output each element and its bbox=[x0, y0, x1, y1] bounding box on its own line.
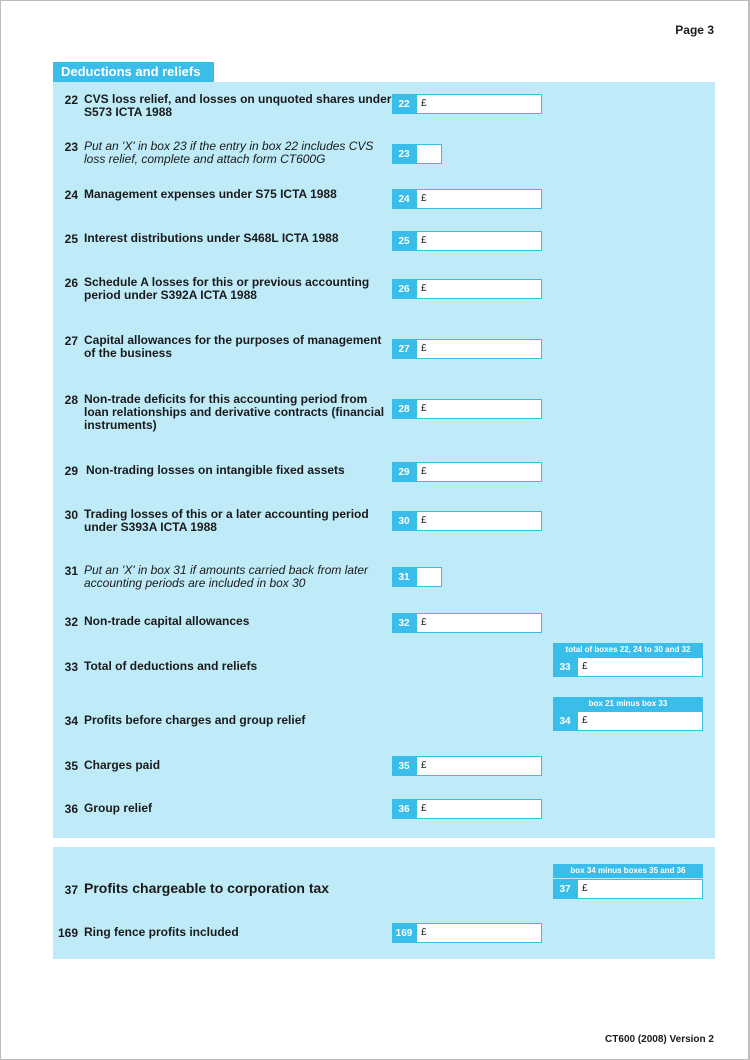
row-number: 24 bbox=[64, 188, 78, 202]
row-number: 36 bbox=[64, 802, 78, 816]
row-number: 32 bbox=[64, 615, 78, 629]
row-label: Charges paid bbox=[84, 758, 161, 772]
box-34 bbox=[553, 711, 703, 731]
box-number: 25 bbox=[392, 231, 416, 251]
box-24-input[interactable]: £ bbox=[416, 189, 542, 209]
row-label: Schedule A losses for this or previous accounting period under S392A ICTA 1988 bbox=[84, 275, 370, 302]
box-35-input[interactable]: £ bbox=[416, 756, 542, 776]
row-number: 26 bbox=[64, 276, 78, 290]
box-34-input[interactable]: £ bbox=[577, 711, 703, 731]
row-number: 25 bbox=[64, 232, 78, 246]
box-number: 22 bbox=[392, 94, 416, 114]
box-25-input[interactable]: £ bbox=[416, 231, 542, 251]
form-version: CT600 (2008) Version 2 bbox=[605, 1034, 714, 1045]
row-label: Interest distributions under S468L ICTA 1988 bbox=[84, 231, 339, 245]
box-27-input[interactable]: £ bbox=[416, 339, 542, 359]
box-number: 32 bbox=[392, 613, 416, 633]
chargeable-profits-panel bbox=[53, 847, 715, 959]
row-number: 34 bbox=[64, 714, 78, 728]
box-number: 28 bbox=[392, 399, 416, 419]
row-label: Non-trading losses on intangible fixed assets bbox=[86, 463, 345, 477]
row-label: Put an 'X' in box 31 if amounts carried back from later accounting periods are included in box 30 bbox=[84, 563, 369, 590]
box-30 bbox=[392, 511, 542, 531]
box-32-input[interactable]: £ bbox=[416, 613, 542, 633]
box-30-input[interactable]: £ bbox=[416, 511, 542, 531]
box-number: 37 bbox=[553, 879, 577, 899]
deductions-panel bbox=[53, 82, 715, 838]
box-number: 34 bbox=[553, 711, 577, 731]
row-label: Trading losses of this or a later accounting period under S393A ICTA 1988 bbox=[84, 507, 369, 534]
box-35 bbox=[392, 756, 542, 776]
box-37-input[interactable]: £ bbox=[577, 879, 703, 899]
box-25 bbox=[392, 231, 542, 251]
row-label: Group relief bbox=[84, 801, 153, 815]
box-24 bbox=[392, 189, 542, 209]
row-number: 31 bbox=[64, 564, 78, 578]
row-label: Profits chargeable to corporation tax bbox=[84, 880, 330, 896]
row-label: Put an 'X' in box 23 if the entry in box 22 includes CVS loss relief, complete and attach form CT600G bbox=[84, 139, 374, 166]
box-number: 26 bbox=[392, 279, 416, 299]
row-number: 33 bbox=[64, 660, 78, 674]
section-title: Deductions and reliefs bbox=[53, 62, 214, 82]
row-label: Ring fence profits included bbox=[84, 925, 239, 939]
box-31-checkbox[interactable] bbox=[416, 567, 442, 587]
row-number: 35 bbox=[64, 759, 78, 773]
row-number: 30 bbox=[64, 508, 78, 522]
box-number: 36 bbox=[392, 799, 416, 819]
row-label: Total of deductions and reliefs bbox=[84, 659, 258, 673]
row-label: Non-trade deficits for this accounting period from loan relationships and derivative contracts (financial instruments) bbox=[84, 392, 385, 432]
box-number: 29 bbox=[392, 462, 416, 482]
row-number: 22 bbox=[64, 93, 78, 107]
box-33-caption: total of boxes 22, 24 to 30 and 32 bbox=[553, 643, 703, 657]
box-36 bbox=[392, 799, 542, 819]
row-label: Profits before charges and group relief bbox=[84, 713, 306, 727]
box-number: 24 bbox=[392, 189, 416, 209]
box-37-caption: box 34 minus boxes 35 and 36 bbox=[553, 864, 703, 878]
page-number: Page 3 bbox=[675, 23, 714, 37]
row-number: 28 bbox=[64, 393, 78, 407]
box-29 bbox=[392, 462, 542, 482]
box-28 bbox=[392, 399, 542, 419]
row-number: 27 bbox=[64, 334, 78, 348]
box-32 bbox=[392, 613, 542, 633]
box-37 bbox=[553, 879, 703, 899]
box-31 bbox=[392, 567, 442, 587]
box-number: 35 bbox=[392, 756, 416, 776]
box-29-input[interactable]: £ bbox=[416, 462, 542, 482]
box-22-input[interactable]: £ bbox=[416, 94, 542, 114]
box-33-input[interactable]: £ bbox=[577, 657, 703, 677]
box-number: 31 bbox=[392, 567, 416, 587]
box-26 bbox=[392, 279, 542, 299]
row-label: Management expenses under S75 ICTA 1988 bbox=[84, 187, 337, 201]
box-27 bbox=[392, 339, 542, 359]
row-label: CVS loss relief, and losses on unquoted shares under S573 ICTA 1988 bbox=[84, 92, 392, 119]
box-34-caption: box 21 minus box 33 bbox=[553, 697, 703, 711]
row-number: 23 bbox=[64, 140, 78, 154]
box-169 bbox=[392, 923, 542, 943]
box-28-input[interactable]: £ bbox=[416, 399, 542, 419]
box-number: 27 bbox=[392, 339, 416, 359]
box-22 bbox=[392, 94, 542, 114]
row-number: 37 bbox=[64, 883, 78, 897]
box-26-input[interactable]: £ bbox=[416, 279, 542, 299]
box-number: 23 bbox=[392, 144, 416, 164]
box-33 bbox=[553, 657, 703, 677]
box-23 bbox=[392, 144, 442, 164]
box-23-checkbox[interactable] bbox=[416, 144, 442, 164]
row-label: Non-trade capital allowances bbox=[84, 614, 250, 628]
row-number: 169 bbox=[57, 926, 78, 940]
box-number: 169 bbox=[392, 923, 416, 943]
row-number: 29 bbox=[64, 464, 78, 478]
box-36-input[interactable]: £ bbox=[416, 799, 542, 819]
box-number: 33 bbox=[553, 657, 577, 677]
row-label: Capital allowances for the purposes of management of the business bbox=[84, 333, 382, 360]
box-number: 30 bbox=[392, 511, 416, 531]
box-169-input[interactable]: £ bbox=[416, 923, 542, 943]
